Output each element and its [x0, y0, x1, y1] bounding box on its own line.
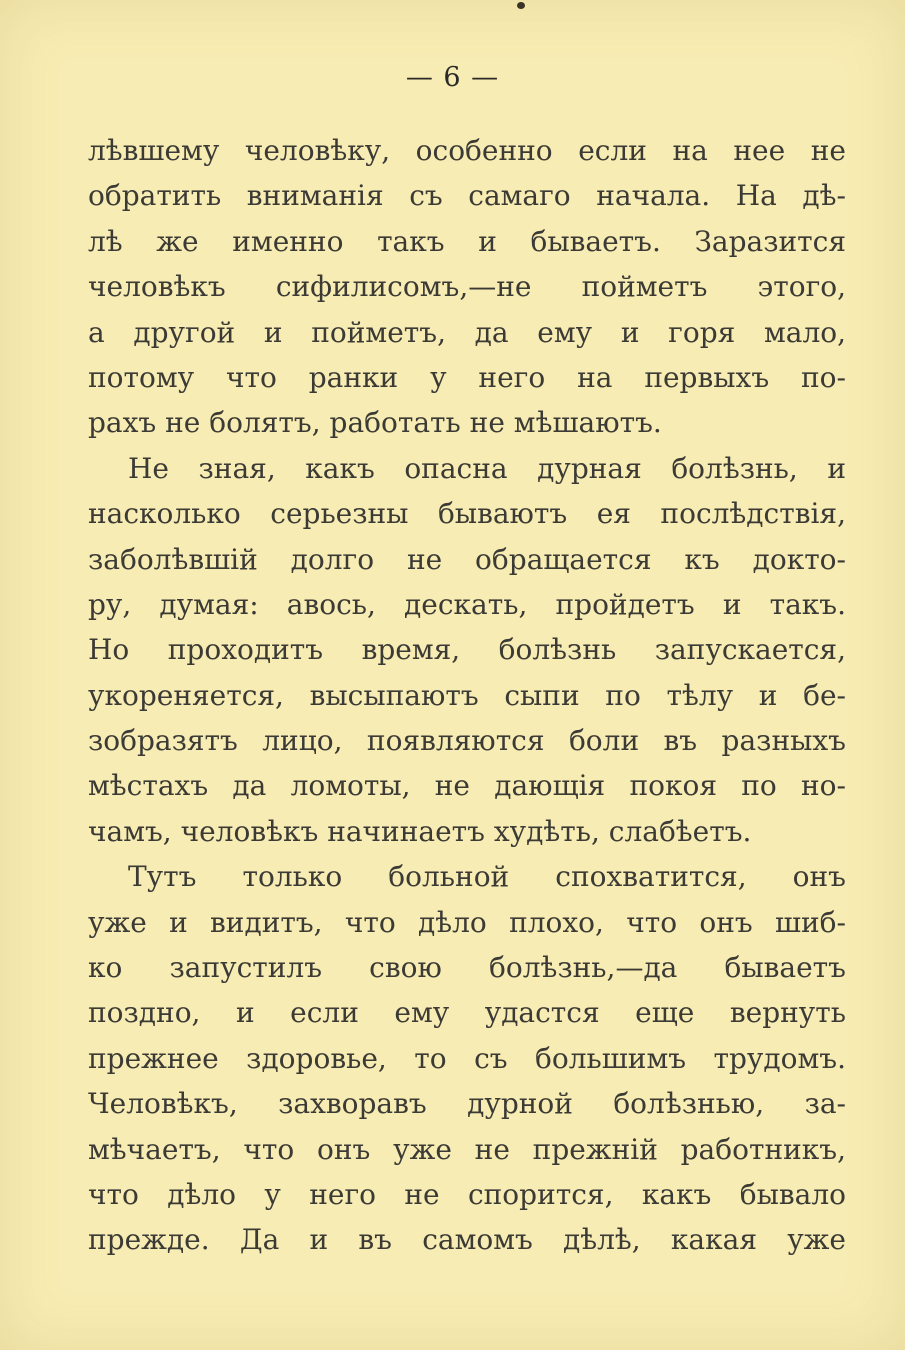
text-line: Но проходитъ время, болѣзнь запускается,: [88, 633, 846, 667]
text-line: прежде. Да и въ самомъ дѣлѣ, какая уже: [88, 1223, 846, 1257]
text-line: прежнее здоровье, то съ большимъ трудомъ.: [88, 1041, 846, 1075]
text-line: мѣчаетъ, что онъ уже не прежній работникъ,: [88, 1132, 846, 1166]
text-line: а другой и пойметъ, да ему и горя мало,: [88, 315, 846, 349]
text-line: заболѣвшій долго не обращается къ докто-: [88, 542, 846, 576]
text-line: обратить вниманія съ самаго начала. На дѣ-: [88, 179, 846, 213]
text-line: рахъ не болятъ, работать не мѣшаютъ.: [88, 406, 662, 440]
text-line: мѣстахъ да ломоты, не дающія покоя по но-: [88, 769, 846, 803]
text-line: потому что ранки у него на первыхъ по-: [88, 360, 846, 394]
page-number: — 6 —: [405, 62, 500, 93]
text-line: лѣ же именно такъ и бываетъ. Заразится: [88, 224, 846, 258]
text-line: ру, думая: авось, дескать, пройдетъ и такъ.: [88, 587, 846, 621]
text-line: Тутъ только больной спохватится, онъ: [128, 860, 846, 894]
text-line: уже и видитъ, что дѣло плохо, что онъ шиб-: [88, 905, 846, 939]
text-line: Человѣкъ, захворавъ дурной болѣзнью, за-: [88, 1087, 846, 1121]
text-line: Не зная, какъ опасна дурная болѣзнь, и: [128, 451, 846, 485]
text-line: что дѣло у него не спорится, какъ бывало: [88, 1177, 846, 1211]
text-line: ко запустилъ свою болѣзнь,—да бываетъ: [88, 951, 846, 985]
text-line: укореняется, высыпаютъ сыпи по тѣлу и бе-: [88, 678, 846, 712]
body-text: [88, 128, 846, 1263]
ink-speck: [517, 2, 525, 9]
text-line: чамъ, человѣкъ начинаетъ худѣть, слабѣетъ.: [88, 814, 752, 848]
text-line: человѣкъ сифилисомъ,—не пойметъ этого,: [88, 270, 846, 304]
text-line: насколько серьезны бываютъ ея послѣдствія,: [88, 497, 846, 531]
text-line: поздно, и если ему удастся еще вернуть: [88, 996, 846, 1030]
text-line: зобразятъ лицо, появляются боли въ разныхъ: [88, 724, 846, 758]
text-line: лѣвшему человѣку, особенно если на нее не: [88, 134, 846, 167]
